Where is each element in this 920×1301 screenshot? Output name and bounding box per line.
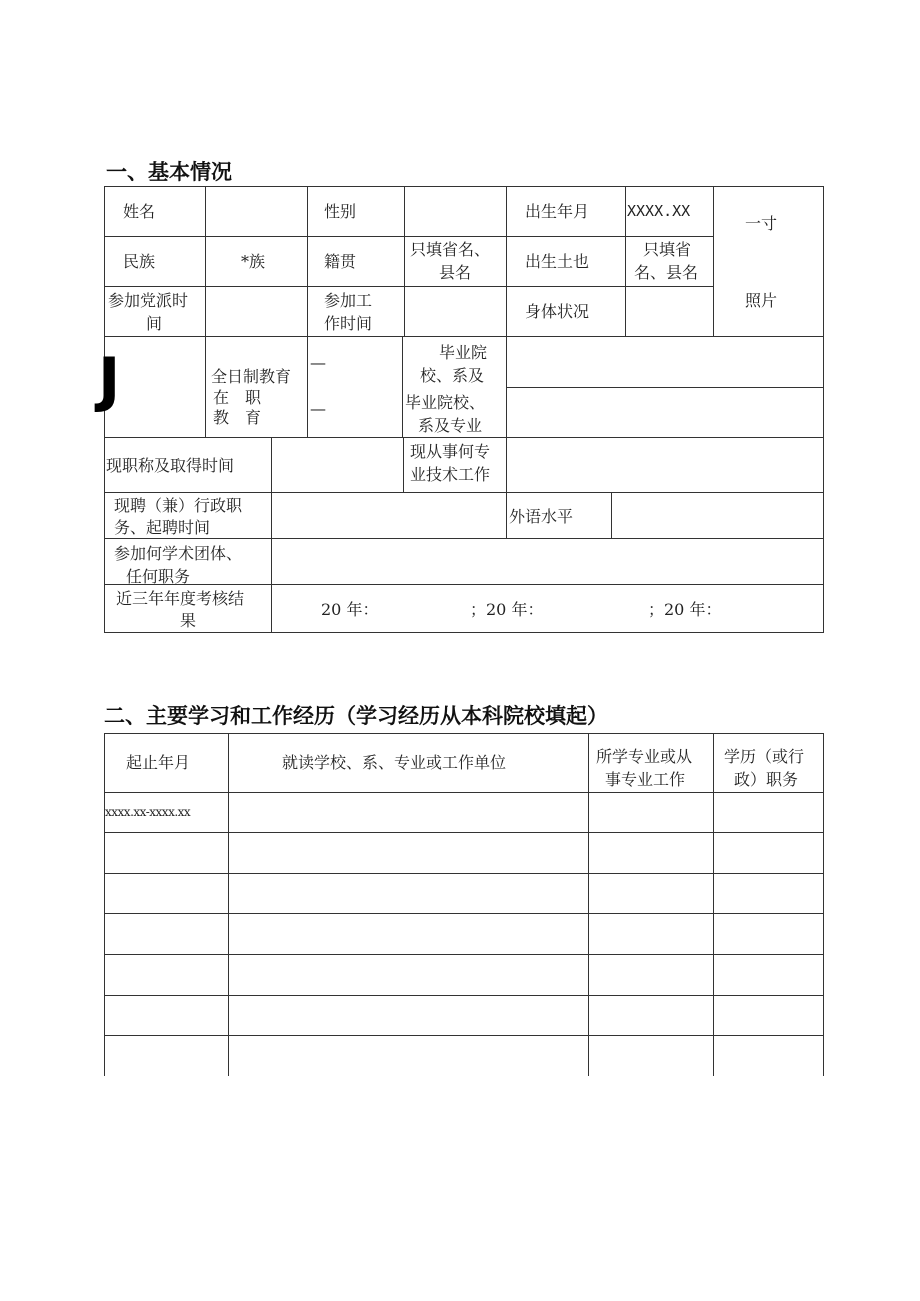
- professional-title-time-label: 现职称及取得时间: [106, 456, 235, 475]
- annual-assessment-label-line2: 果: [180, 611, 197, 630]
- native-place-hint-line2: 县名: [439, 263, 472, 282]
- native-place-hint-line1: 只填省名、: [410, 240, 491, 259]
- row-period: xxxx.xx-xxxx.xx: [105, 805, 191, 819]
- in-service-education-label-line2: 教 育: [213, 408, 262, 427]
- name-label: 姓名: [123, 202, 156, 221]
- party-join-time-label-line1: 参加党派时: [108, 291, 189, 310]
- foreign-language-label: 外语水平: [509, 507, 574, 526]
- column-header-major-line2: 事专业工作: [605, 770, 686, 789]
- birthplace-hint-line2: 名、县名: [634, 263, 699, 282]
- graduate-school-major-label-line2: 系及专业: [418, 416, 483, 435]
- native-place-label: 籍贯: [324, 252, 357, 271]
- fulltime-education-value: —: [310, 353, 326, 372]
- column-header-major-line1: 所学专业或从: [596, 747, 693, 766]
- graduate-school-major-label-line1: 毕业院校、: [405, 393, 486, 412]
- in-service-education-label-line1: 在 职: [213, 388, 262, 407]
- birth-date-value: XXXX.XX: [627, 202, 691, 220]
- gender-label: 性别: [324, 202, 357, 221]
- assessment-year1: 20 年：: [321, 600, 379, 619]
- birthplace-label: 出生土也: [525, 252, 590, 271]
- graduate-school-label-line2: 校、系及: [420, 366, 485, 385]
- section-title-basic-info: 一、基本情况: [106, 160, 232, 184]
- assessment-year3: ；20 年：: [648, 600, 722, 619]
- section-title-experience: 二、主要学习和工作经历（学习经历从本科院校填起）: [104, 704, 608, 728]
- education-mark: J: [98, 345, 121, 415]
- admin-post-label-line1: 现聘（兼）行政职: [114, 496, 243, 515]
- party-join-time-label-line2: 间: [146, 314, 163, 333]
- graduate-school-label-line1: 毕业院: [439, 343, 488, 362]
- current-work-label-line1: 现从事何专: [410, 442, 491, 461]
- in-service-education-value: —: [310, 399, 326, 418]
- column-header-degree-line1: 学历（或行: [724, 747, 805, 766]
- assessment-year2: ；20 年：: [470, 600, 544, 619]
- column-header-degree-line2: 政）职务: [734, 770, 799, 789]
- current-work-label-line2: 业技术工作: [410, 465, 491, 484]
- birth-date-label: 出生年月: [525, 202, 590, 221]
- work-start-time-label-line1: 参加工: [324, 291, 373, 310]
- fulltime-education-label: 全日制教育: [211, 367, 292, 386]
- annual-assessment-label-line1: 近三年年度考核结: [116, 589, 245, 608]
- academic-groups-label-cell: [104, 539, 271, 584]
- column-header-period: 起止年月: [126, 753, 191, 772]
- academic-groups-label-line1: 参加何学术团体、: [114, 544, 243, 563]
- birthplace-hint-line1: 只填省: [643, 240, 692, 259]
- academic-groups-label-line2: 任何职务: [126, 567, 191, 584]
- work-start-time-label-line2: 作时间: [324, 314, 373, 333]
- admin-post-label-line2: 务、起聘时间: [114, 518, 211, 537]
- ethnicity-value: *族: [241, 252, 266, 271]
- health-status-label: 身体状况: [525, 302, 590, 321]
- ethnicity-label: 民族: [123, 252, 156, 271]
- photo-label-line1: 一寸: [745, 214, 778, 233]
- photo-label-line2: 照片: [745, 291, 778, 310]
- column-header-unit: 就读学校、系、专业或工作单位: [282, 753, 507, 772]
